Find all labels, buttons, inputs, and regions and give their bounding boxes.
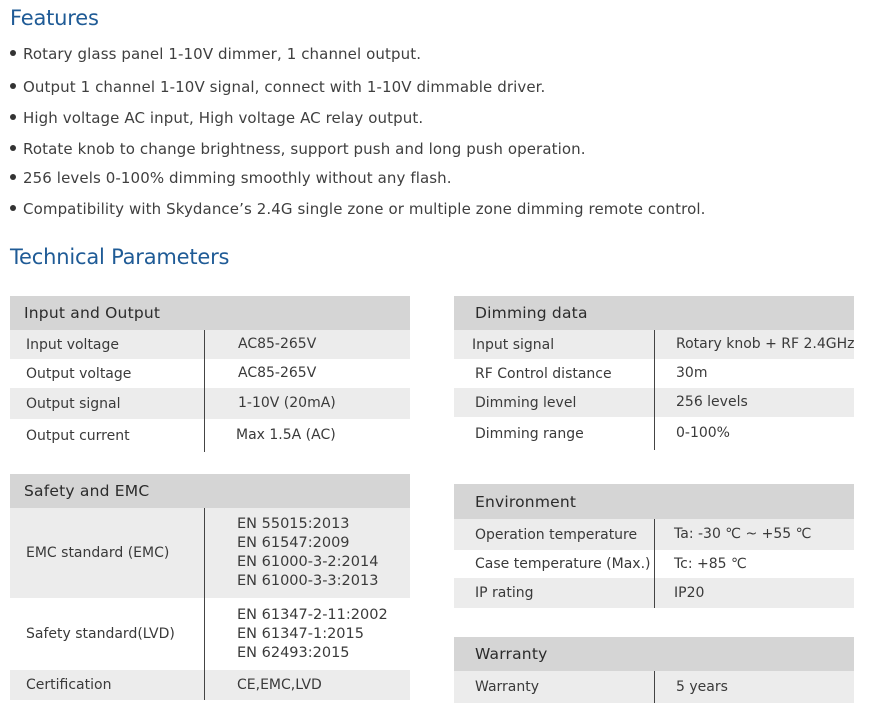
param-value: Ta: -30 ℃ ~ +55 ℃	[674, 526, 812, 542]
feature-item	[10, 200, 706, 218]
bullet-icon	[10, 145, 16, 151]
safety-emc-table	[10, 474, 410, 700]
param-value: Rotary knob + RF 2.4GHz	[676, 336, 855, 352]
bullet-icon	[10, 50, 16, 56]
standard-value: EN 61347-2-11:2002	[237, 606, 388, 623]
param-label: Output current	[26, 427, 130, 444]
column-divider	[654, 330, 655, 450]
param-value-list	[237, 598, 388, 670]
table-row	[10, 330, 410, 359]
bullet-icon	[10, 174, 16, 180]
param-value: 256 levels	[676, 394, 748, 410]
table-row	[10, 508, 410, 598]
input-output-table	[10, 296, 410, 454]
param-value: 5 years	[676, 678, 728, 695]
bullet-icon	[10, 83, 16, 89]
param-value: 30m	[676, 365, 708, 381]
param-label: Operation temperature	[475, 526, 638, 543]
standard-value: EN 61000-3-3:2013	[237, 573, 379, 589]
feature-item	[10, 78, 545, 96]
standard-value: EN 55015:2013	[237, 516, 350, 532]
param-value: 1-10V (20mA)	[238, 395, 336, 411]
param-label: Output signal	[26, 395, 121, 412]
param-label: RF Control distance	[475, 365, 612, 382]
param-label: Certification	[26, 677, 112, 693]
table-header: Input and Output	[10, 296, 410, 330]
param-value: AC85-265V	[238, 336, 317, 352]
param-label: Dimming level	[475, 394, 577, 411]
param-value: 0-100%	[676, 425, 730, 441]
standard-value: EN 61547:2009	[237, 535, 350, 551]
bullet-icon	[10, 114, 16, 120]
dimming-data-table	[454, 296, 854, 454]
param-label: Dimming range	[475, 425, 584, 442]
column-divider	[654, 671, 655, 703]
feature-item	[10, 169, 452, 187]
features-heading: Features	[10, 6, 99, 30]
param-value: AC85-265V	[238, 365, 317, 381]
feature-item	[10, 140, 586, 158]
table-header: Safety and EMC	[10, 474, 410, 508]
param-value-list	[237, 508, 378, 598]
param-value: CE,EMC,LVD	[237, 676, 322, 693]
param-value: IP20	[674, 584, 705, 601]
param-label: Case temperature (Max.)	[475, 556, 651, 572]
feature-text: High voltage AC input, High voltage AC relay output.	[23, 109, 424, 127]
feature-text: Compatibility with Skydance’s 2.4G single zone or multiple zone dimming remote control.	[23, 200, 706, 218]
technical-parameters-heading: Technical Parameters	[10, 245, 230, 269]
feature-text: Rotary glass panel 1-10V dimmer, 1 channel output.	[23, 45, 422, 63]
standard-value: EN 61347-1:2015	[237, 625, 364, 642]
param-label: Input signal	[472, 336, 555, 353]
feature-text: Output 1 channel 1-10V signal, connect with 1-10V dimmable driver.	[23, 78, 546, 96]
param-label: EMC standard (EMC)	[26, 545, 170, 561]
table-row	[10, 388, 410, 419]
feature-item	[10, 45, 421, 63]
param-value: Max 1.5A (AC)	[236, 427, 336, 443]
standard-value: EN 62493:2015	[237, 644, 350, 661]
param-label: Output voltage	[26, 365, 132, 382]
table-row	[10, 419, 410, 452]
param-label: Input voltage	[26, 336, 120, 353]
table-row	[10, 670, 410, 700]
column-divider	[654, 519, 655, 608]
feature-text: Rotate knob to change brightness, support push and long push operation.	[23, 140, 586, 158]
table-header: Dimming data	[454, 296, 854, 330]
table-header: Warranty	[454, 637, 854, 671]
column-divider	[204, 508, 205, 700]
column-divider	[204, 330, 205, 452]
feature-text: 256 levels 0-100% dimming smoothly without any flash.	[23, 169, 452, 187]
param-label: Warranty	[475, 679, 540, 695]
table-row	[10, 598, 410, 670]
bullet-icon	[10, 205, 16, 211]
table-header: Environment	[454, 484, 854, 519]
table-row	[10, 359, 410, 388]
standard-value: EN 61000-3-2:2014	[237, 554, 379, 570]
param-label: IP rating	[475, 585, 534, 601]
feature-item	[10, 109, 423, 127]
param-label: Safety standard(LVD)	[26, 626, 175, 642]
environment-table	[454, 484, 854, 608]
warranty-table	[454, 637, 854, 703]
param-value: Tc: +85 ℃	[674, 555, 747, 572]
